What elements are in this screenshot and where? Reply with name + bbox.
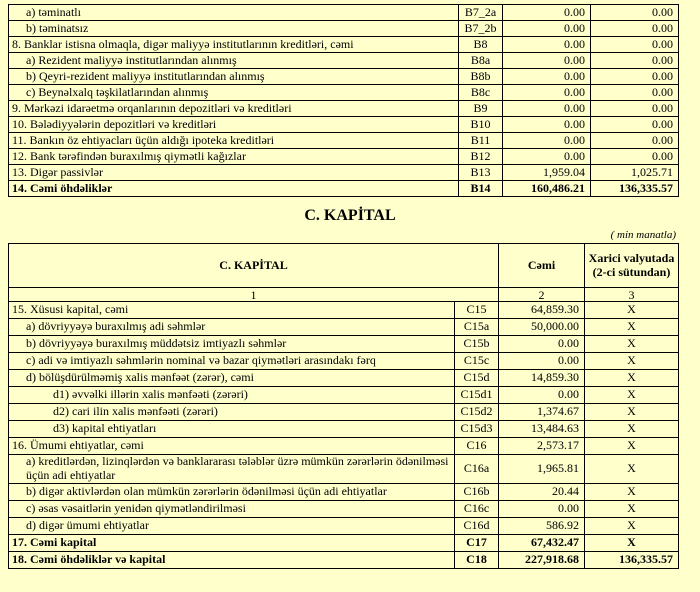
row-total-value: 586.92 (499, 517, 585, 534)
table-row (9, 551, 679, 568)
row-code: C15d (455, 370, 499, 387)
row-total-value: 160,486.21 (503, 181, 591, 197)
column-number-3: 3 (585, 288, 679, 302)
row-total-value: 0.00 (503, 85, 591, 101)
row-fx-value: 0.00 (591, 21, 679, 37)
row-total-value: 50,000.00 (499, 319, 585, 336)
capital-header-title: C. KAPİTAL (9, 244, 499, 288)
row-fx-value: X (585, 517, 679, 534)
row-code: C15a (455, 319, 499, 336)
row-total-value: 0.00 (503, 101, 591, 117)
table-row (9, 421, 679, 438)
row-fx-value: 136,335.57 (591, 181, 679, 197)
row-total-value: 0.00 (499, 387, 585, 404)
row-total-value: 0.00 (499, 500, 585, 517)
row-fx-value: X (585, 455, 679, 484)
row-label: a) Rezident maliyyə institutlarından alınmış (9, 53, 459, 69)
row-label: 14. Cəmi öhdəliklər (9, 181, 459, 197)
column-header-total: Cəmi (499, 244, 585, 288)
row-total-value: 13,484.63 (499, 421, 585, 438)
row-label: b) digər aktivlərdən olan mümkün zərərlərin ödənilməsi üçün adi ehtiyatlar (9, 483, 455, 500)
row-code: C16a (455, 455, 499, 484)
table-row (9, 455, 679, 484)
row-code: C15d2 (455, 404, 499, 421)
row-fx-value: 0.00 (591, 117, 679, 133)
table-row (9, 53, 679, 69)
row-fx-value: 136,335.57 (585, 551, 679, 568)
row-fx-value: 1,025.71 (591, 165, 679, 181)
row-total-value: 1,374.67 (499, 404, 585, 421)
row-total-value: 0.00 (503, 117, 591, 133)
column-number-2: 2 (499, 288, 585, 302)
row-code: C15b (455, 336, 499, 353)
row-label: 17. Cəmi kapital (9, 534, 455, 551)
row-label: 15. Xüsusi kapital, cəmi (9, 302, 455, 319)
row-total-value: 1,959.04 (503, 165, 591, 181)
row-code: C17 (455, 534, 499, 551)
row-label: 13. Digər passivlər (9, 165, 459, 181)
row-total-value: 2,573.17 (499, 438, 585, 455)
row-code: B7_2a (459, 5, 503, 21)
row-fx-value: X (585, 319, 679, 336)
row-fx-value: X (585, 404, 679, 421)
table-row (9, 534, 679, 551)
table-row (9, 500, 679, 517)
row-code: C15 (455, 302, 499, 319)
table-row (9, 37, 679, 53)
column-number-row (9, 288, 679, 302)
row-label: a) kreditlərdən, lizinqlərdən və banklararası tələblər üzrə mümkün zərərlərin ödənilməsi üçün adi ehtiyatlar (9, 455, 455, 484)
row-fx-value: 0.00 (591, 53, 679, 69)
row-fx-value: X (585, 534, 679, 551)
section-title-capital: C. KAPİTAL (304, 207, 396, 224)
row-fx-value: 0.00 (591, 133, 679, 149)
row-label: c) əsas vəsaitlərin yenidən qiymətləndirilməsi (9, 500, 455, 517)
row-label: 16. Ümumi ehtiyatlar, cəmi (9, 438, 455, 455)
row-code: B10 (459, 117, 503, 133)
liabilities-table (8, 4, 679, 197)
table-row (9, 85, 679, 101)
table-row (9, 370, 679, 387)
capital-table (8, 243, 679, 569)
row-code: C15d1 (455, 387, 499, 404)
row-label: c) Beynəlxalq təşkilatlarından alınmış (9, 85, 459, 101)
row-label: b) dövriyyəyə buraxılmış müddətsiz imtiyazlı səhmlər (9, 336, 455, 353)
table-row (9, 101, 679, 117)
row-label: a) dövriyyəyə buraxılmış adi səhmlər (9, 319, 455, 336)
row-code: C15c (455, 353, 499, 370)
row-code: C18 (455, 551, 499, 568)
row-total-value: 0.00 (499, 336, 585, 353)
table-row (9, 483, 679, 500)
row-label: c) adi və imtiyazlı səhmlərin nominal və bazar qiymətləri arasındakı fərq (9, 353, 455, 370)
row-code: B8 (459, 37, 503, 53)
table-row (9, 302, 679, 319)
row-total-value: 1,965.81 (499, 455, 585, 484)
row-fx-value: 0.00 (591, 37, 679, 53)
table-row (9, 404, 679, 421)
row-code: B11 (459, 133, 503, 149)
row-fx-value: X (585, 370, 679, 387)
row-total-value: 0.00 (503, 133, 591, 149)
row-code: C16 (455, 438, 499, 455)
column-header-fx: Xarici valyutada (2-ci sütundan) (585, 244, 679, 288)
row-total-value: 0.00 (503, 5, 591, 21)
row-label: 18. Cəmi öhdəliklər və kapital (9, 551, 455, 568)
column-number-1: 1 (9, 288, 499, 302)
row-fx-value: X (585, 336, 679, 353)
row-code: B8b (459, 69, 503, 85)
row-fx-value: X (585, 353, 679, 370)
table-row (9, 133, 679, 149)
row-total-value: 0.00 (503, 21, 591, 37)
table-row (9, 319, 679, 336)
row-code: B14 (459, 181, 503, 197)
row-fx-value: X (585, 483, 679, 500)
row-fx-value: X (585, 421, 679, 438)
table-row (9, 117, 679, 133)
row-label: d) bölüşdürülməmiş xalis mənfəət (zərər), cəmi (9, 370, 455, 387)
row-label: 11. Bankın öz ehtiyacları üçün aldığı ipoteka kreditləri (9, 133, 459, 149)
table-row (9, 69, 679, 85)
row-total-value: 0.00 (503, 37, 591, 53)
row-label: 9. Mərkəzi idarəetmə orqanlarının depozitləri və kreditləri (9, 101, 459, 117)
table-row (9, 165, 679, 181)
row-total-value: 227,918.68 (499, 551, 585, 568)
row-fx-value: X (585, 500, 679, 517)
table-row (9, 5, 679, 21)
row-code: B9 (459, 101, 503, 117)
currency-note: ( min manatla) (610, 229, 676, 241)
table-row (9, 387, 679, 404)
row-label: d1) əvvəlki illərin xalis mənfəəti (zərəri) (9, 387, 455, 404)
row-label: d) digər ümumi ehtiyatlar (9, 517, 455, 534)
row-total-value: 14,859.30 (499, 370, 585, 387)
row-label: 10. Bələdiyyələrin depozitləri və kreditləri (9, 117, 459, 133)
row-fx-value: 0.00 (591, 85, 679, 101)
row-total-value: 0.00 (499, 353, 585, 370)
table-row (9, 181, 679, 197)
row-code: B12 (459, 149, 503, 165)
row-fx-value: 0.00 (591, 149, 679, 165)
row-code: C16b (455, 483, 499, 500)
row-code: B7_2b (459, 21, 503, 37)
row-code: B8c (459, 85, 503, 101)
row-fx-value: X (585, 438, 679, 455)
row-fx-value: 0.00 (591, 101, 679, 117)
table-row (9, 336, 679, 353)
table-row (9, 517, 679, 534)
row-total-value: 0.00 (503, 149, 591, 165)
row-fx-value: 0.00 (591, 5, 679, 21)
row-fx-value: X (585, 302, 679, 319)
row-label: b) Qeyri-rezident maliyyə institutlarından alınmış (9, 69, 459, 85)
table-row (9, 149, 679, 165)
row-code: C16d (455, 517, 499, 534)
row-total-value: 0.00 (503, 69, 591, 85)
row-label: b) təminatsız (9, 21, 459, 37)
row-total-value: 0.00 (503, 53, 591, 69)
row-total-value: 20.44 (499, 483, 585, 500)
row-fx-value: 0.00 (591, 69, 679, 85)
row-total-value: 64,859.30 (499, 302, 585, 319)
row-label: 12. Bank tərəfindən buraxılmış qiymətli kağızlar (9, 149, 459, 165)
capital-header-row (9, 244, 679, 288)
table-row (9, 438, 679, 455)
row-code: B13 (459, 165, 503, 181)
row-label: d2) cari ilin xalis mənfəəti (zərəri) (9, 404, 455, 421)
row-code: C15d3 (455, 421, 499, 438)
row-label: d3) kapital ehtiyatları (9, 421, 455, 438)
row-label: 8. Banklar istisna olmaqla, digər maliyyə institutlarının kreditləri, cəmi (9, 37, 459, 53)
row-code: B8a (459, 53, 503, 69)
row-fx-value: X (585, 387, 679, 404)
row-code: C16c (455, 500, 499, 517)
table-row (9, 353, 679, 370)
row-label: a) təminatlı (9, 5, 459, 21)
table-row (9, 21, 679, 37)
row-total-value: 67,432.47 (499, 534, 585, 551)
